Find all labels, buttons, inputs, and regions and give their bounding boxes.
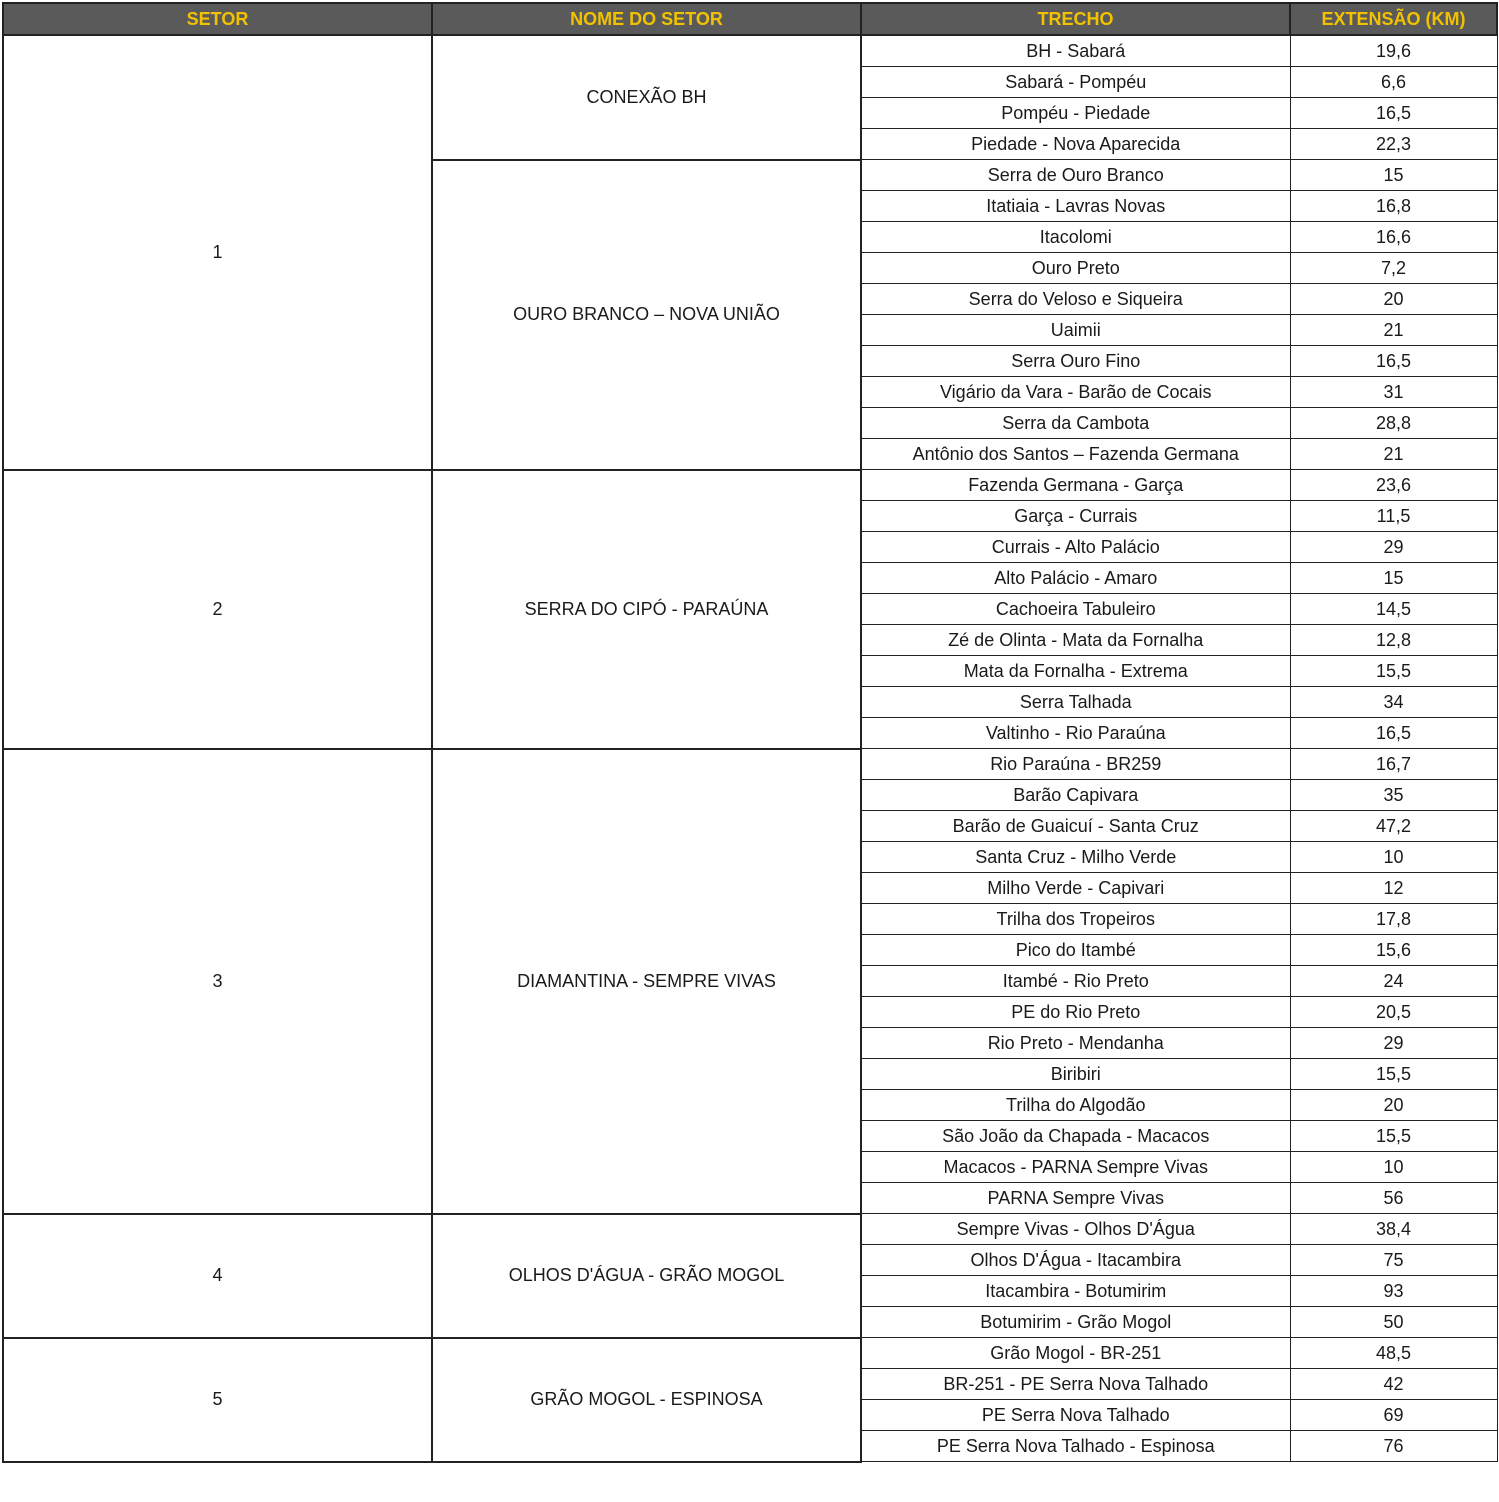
extensao-cell: 24	[1290, 966, 1497, 997]
extensao-cell: 34	[1290, 687, 1497, 718]
trecho-cell: São João da Chapada - Macacos	[861, 1121, 1290, 1152]
extensao-cell: 10	[1290, 1152, 1497, 1183]
extensao-cell: 7,2	[1290, 253, 1497, 284]
extensao-cell: 20	[1290, 284, 1497, 315]
extensao-cell: 12,8	[1290, 625, 1497, 656]
trecho-cell: Itatiaia - Lavras Novas	[861, 191, 1290, 222]
extensao-cell: 38,4	[1290, 1214, 1497, 1245]
trecho-cell: Piedade - Nova Aparecida	[861, 129, 1290, 160]
setor-name-cell: GRÃO MOGOL - ESPINOSA	[432, 1338, 861, 1462]
extensao-cell: 47,2	[1290, 811, 1497, 842]
trecho-cell: Rio Preto - Mendanha	[861, 1028, 1290, 1059]
extensao-cell: 10	[1290, 842, 1497, 873]
trecho-cell: Valtinho - Rio Paraúna	[861, 718, 1290, 749]
table-row	[3, 1214, 1497, 1245]
trecho-cell: Pico do Itambé	[861, 935, 1290, 966]
setor-name-cell: OLHOS D'ÁGUA - GRÃO MOGOL	[432, 1214, 861, 1338]
table-row	[3, 35, 1497, 67]
header-nome-do-setor: NOME DO SETOR	[432, 3, 861, 35]
header-setor: SETOR	[3, 3, 432, 35]
extensao-cell: 16,5	[1290, 98, 1497, 129]
extensao-cell: 22,3	[1290, 129, 1497, 160]
trecho-cell: Olhos D'Água - Itacambira	[861, 1245, 1290, 1276]
trecho-cell: Itambé - Rio Preto	[861, 966, 1290, 997]
trecho-cell: Uaimii	[861, 315, 1290, 346]
trecho-cell: Fazenda Germana - Garça	[861, 470, 1290, 501]
extensao-cell: 16,5	[1290, 346, 1497, 377]
trecho-cell: Biribiri	[861, 1059, 1290, 1090]
trecho-cell: Serra Talhada	[861, 687, 1290, 718]
trecho-cell: Serra Ouro Fino	[861, 346, 1290, 377]
extensao-cell: 15,6	[1290, 935, 1497, 966]
trecho-cell: Sempre Vivas - Olhos D'Água	[861, 1214, 1290, 1245]
header-extensao: EXTENSÃO (KM)	[1290, 3, 1497, 35]
extensao-cell: 76	[1290, 1431, 1497, 1462]
extensao-cell: 15,5	[1290, 1059, 1497, 1090]
trecho-cell: Cachoeira Tabuleiro	[861, 594, 1290, 625]
trail-sectors-table	[2, 2, 1498, 1463]
trecho-cell: BR-251 - PE Serra Nova Talhado	[861, 1369, 1290, 1400]
setor-name-cell: CONEXÃO BH	[432, 35, 861, 160]
extensao-cell: 21	[1290, 315, 1497, 346]
extensao-cell: 23,6	[1290, 470, 1497, 501]
trecho-cell: Serra do Veloso e Siqueira	[861, 284, 1290, 315]
trecho-cell: Grão Mogol - BR-251	[861, 1338, 1290, 1369]
extensao-cell: 56	[1290, 1183, 1497, 1214]
setor-name-cell: OURO BRANCO – NOVA UNIÃO	[432, 160, 861, 470]
extensao-cell: 19,6	[1290, 35, 1497, 67]
extensao-cell: 29	[1290, 1028, 1497, 1059]
setor-number-cell: 2	[3, 470, 432, 749]
trecho-cell: BH - Sabará	[861, 35, 1290, 67]
trecho-cell: Pompéu - Piedade	[861, 98, 1290, 129]
trecho-cell: Serra da Cambota	[861, 408, 1290, 439]
extensao-cell: 50	[1290, 1307, 1497, 1338]
table-row	[3, 1338, 1497, 1369]
setor-number-cell: 1	[3, 35, 432, 470]
trecho-cell: Itacolomi	[861, 222, 1290, 253]
extensao-cell: 42	[1290, 1369, 1497, 1400]
header-trecho: TRECHO	[861, 3, 1290, 35]
extensao-cell: 16,6	[1290, 222, 1497, 253]
extensao-cell: 16,5	[1290, 718, 1497, 749]
extensao-cell: 15,5	[1290, 656, 1497, 687]
trecho-cell: PARNA Sempre Vivas	[861, 1183, 1290, 1214]
extensao-cell: 11,5	[1290, 501, 1497, 532]
extensao-cell: 14,5	[1290, 594, 1497, 625]
extensao-cell: 48,5	[1290, 1338, 1497, 1369]
setor-number-cell: 5	[3, 1338, 432, 1462]
setor-name-cell: SERRA DO CIPÓ - PARAÚNA	[432, 470, 861, 749]
trecho-cell: Milho Verde - Capivari	[861, 873, 1290, 904]
trecho-cell: Trilha do Algodão	[861, 1090, 1290, 1121]
trecho-cell: PE Serra Nova Talhado	[861, 1400, 1290, 1431]
table-row	[3, 749, 1497, 780]
extensao-cell: 21	[1290, 439, 1497, 470]
trecho-cell: Itacambira - Botumirim	[861, 1276, 1290, 1307]
extensao-cell: 28,8	[1290, 408, 1497, 439]
extensao-cell: 69	[1290, 1400, 1497, 1431]
setor-number-cell: 3	[3, 749, 432, 1214]
extensao-cell: 15	[1290, 160, 1497, 191]
trecho-cell: PE do Rio Preto	[861, 997, 1290, 1028]
extensao-cell: 12	[1290, 873, 1497, 904]
extensao-cell: 16,8	[1290, 191, 1497, 222]
extensao-cell: 35	[1290, 780, 1497, 811]
extensao-cell: 17,8	[1290, 904, 1497, 935]
trecho-cell: Ouro Preto	[861, 253, 1290, 284]
trecho-cell: Alto Palácio - Amaro	[861, 563, 1290, 594]
trecho-cell: Zé de Olinta - Mata da Fornalha	[861, 625, 1290, 656]
trecho-cell: Macacos - PARNA Sempre Vivas	[861, 1152, 1290, 1183]
trecho-cell: Rio Paraúna - BR259	[861, 749, 1290, 780]
setor-number-cell: 4	[3, 1214, 432, 1338]
trecho-cell: Sabará - Pompéu	[861, 67, 1290, 98]
setor-name-cell: DIAMANTINA - SEMPRE VIVAS	[432, 749, 861, 1214]
trecho-cell: Santa Cruz - Milho Verde	[861, 842, 1290, 873]
table-body	[3, 35, 1497, 1462]
trecho-cell: Botumirim - Grão Mogol	[861, 1307, 1290, 1338]
trecho-cell: Vigário da Vara - Barão de Cocais	[861, 377, 1290, 408]
trecho-cell: PE Serra Nova Talhado - Espinosa	[861, 1431, 1290, 1462]
extensao-cell: 29	[1290, 532, 1497, 563]
extensao-cell: 20,5	[1290, 997, 1497, 1028]
trecho-cell: Barão de Guaicuí - Santa Cruz	[861, 811, 1290, 842]
extensao-cell: 15,5	[1290, 1121, 1497, 1152]
extensao-cell: 31	[1290, 377, 1497, 408]
extensao-cell: 75	[1290, 1245, 1497, 1276]
trecho-cell: Antônio dos Santos – Fazenda Germana	[861, 439, 1290, 470]
trecho-cell: Currais - Alto Palácio	[861, 532, 1290, 563]
extensao-cell: 20	[1290, 1090, 1497, 1121]
extensao-cell: 16,7	[1290, 749, 1497, 780]
trecho-cell: Serra de Ouro Branco	[861, 160, 1290, 191]
trecho-cell: Barão Capivara	[861, 780, 1290, 811]
table-row	[3, 470, 1497, 501]
extensao-cell: 15	[1290, 563, 1497, 594]
table-header-row	[3, 3, 1497, 35]
trecho-cell: Garça - Currais	[861, 501, 1290, 532]
extensao-cell: 93	[1290, 1276, 1497, 1307]
extensao-cell: 6,6	[1290, 67, 1497, 98]
trecho-cell: Mata da Fornalha - Extrema	[861, 656, 1290, 687]
trecho-cell: Trilha dos Tropeiros	[861, 904, 1290, 935]
